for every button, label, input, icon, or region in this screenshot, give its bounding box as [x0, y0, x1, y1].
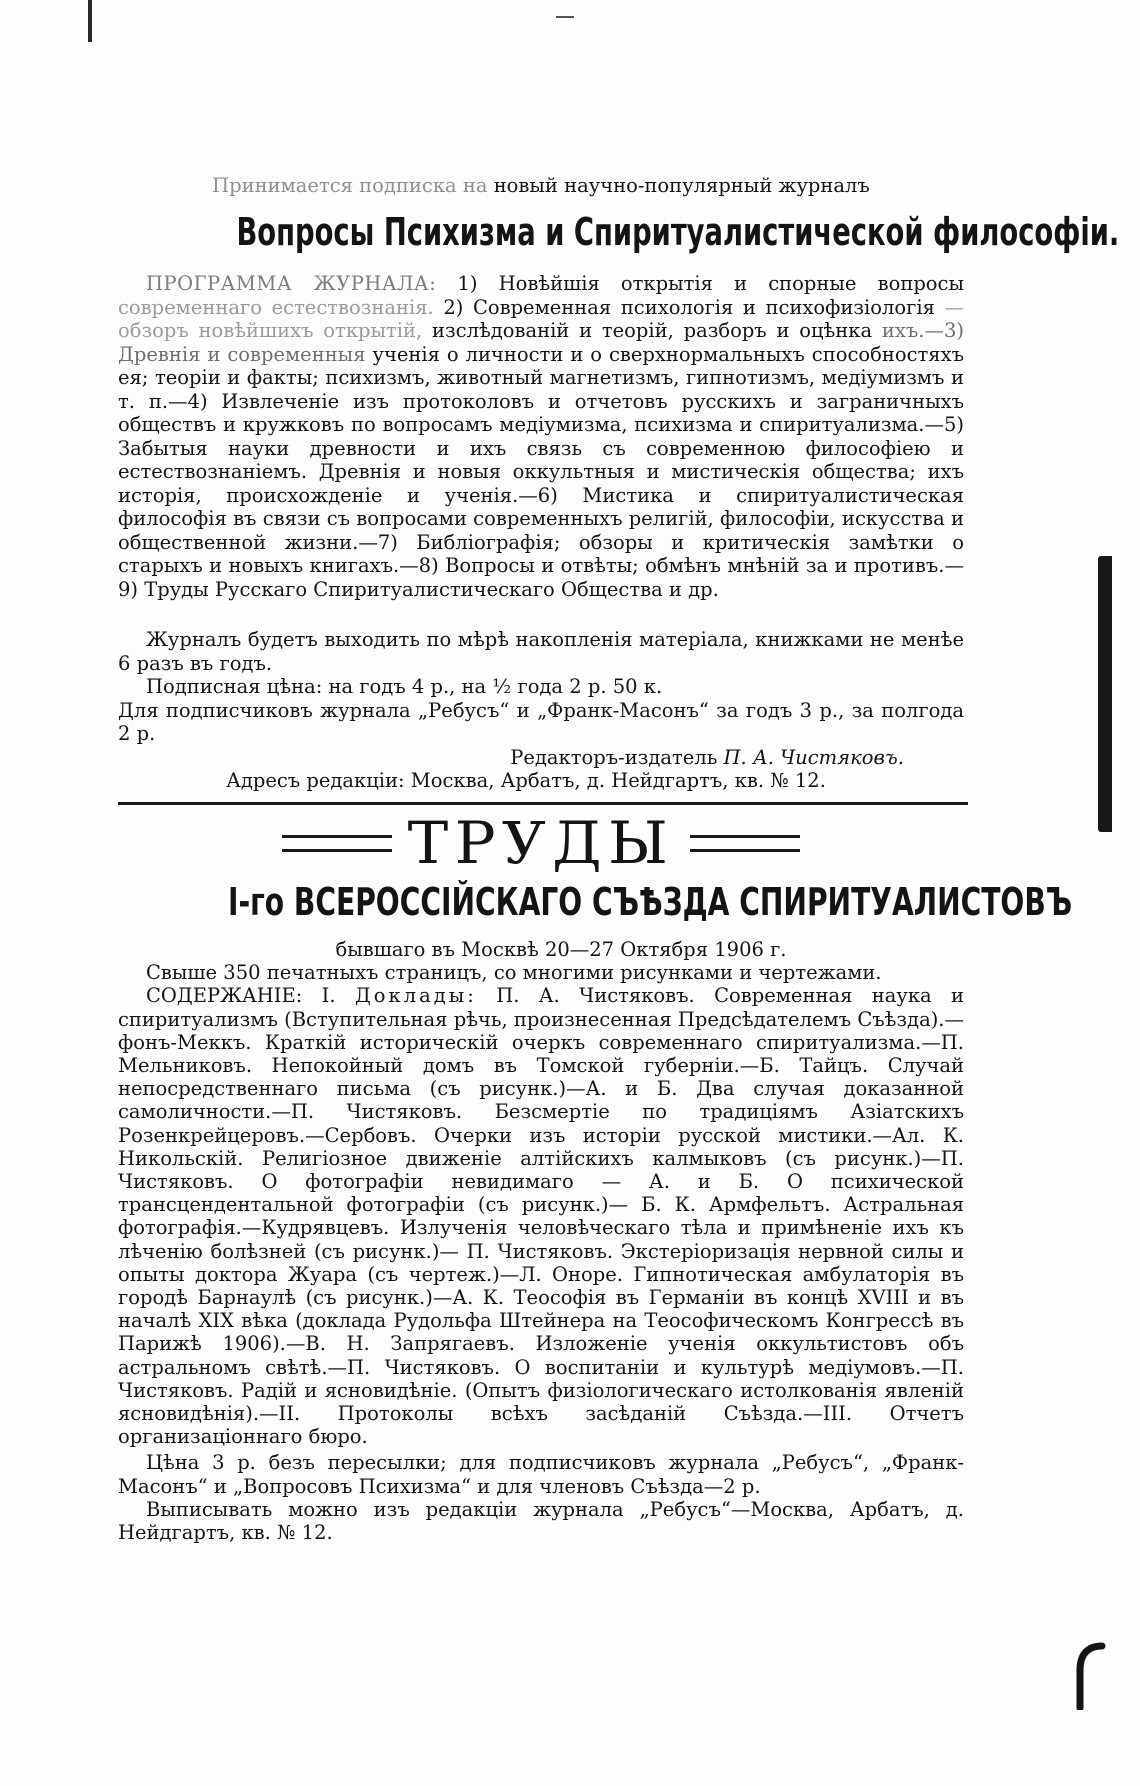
table-of-contents — [118, 984, 964, 1448]
contents-label: СОДЕРЖАНІЕ: I. — [146, 984, 336, 1008]
book-extent: Свыше 350 печатныхъ страницъ, со многими рисунками и чертежами. — [146, 961, 882, 985]
program-heading: ПРОГРАММА ЖУРНАЛА: — [146, 272, 437, 295]
proceedings-heading — [118, 810, 964, 876]
journal-title: Вопросы Психизма и Спиритуалистической философіи. — [236, 210, 1120, 254]
program-item-2: 2) Современная психологія и психофизіологія — [443, 295, 935, 319]
program-items-rest: ученія о личности и о сверхнормальныхъ способностяхъ ея; теоріи и факты; психизмъ, животный магнетизмъ, гипнотизмъ, медіумизмъ и т. п.—4) Извлеченіе изъ протоколовъ и отчетовъ русскихъ и заграничныхъ обществъ и кружковъ по вопросамъ медіумизма, психизма и спиритуализма.—5) Забытыя науки древности и ихъ связь съ современною философіею и естествознаніемъ. Древнія и новыя оккультныя и мистическія общества; ихъ исторія, происхожденіе и ученія.—6) Мистика и спиритуалистическая философія въ связи съ вопросами современныхъ религій, философіи, искусства и общественной жизни.—7) Библіографія; обзоры и критическія замѣтки о старыхъ и новыхъ книгахъ.—8) Вопросы и отвѣты; обмѣнъ мнѣній за и противъ.—9) Труды Русскаго Спиритуалистическаго Общества и др. — [118, 342, 964, 601]
scan-dash-mark — [556, 16, 574, 18]
editor-line — [118, 746, 964, 770]
heading-rule-left — [282, 835, 392, 852]
ad1-lead-faint: Принимается подписка на — [212, 174, 488, 197]
ad1-lead-rest: новый научно-популярный журналъ — [493, 174, 870, 197]
proceedings-body — [118, 938, 964, 1544]
journal-terms — [118, 628, 964, 793]
subscriber-discount: Для подписчиковъ журнала „Ребусъ“ и „Франк-Масонъ“ за годъ 3 р., за полгода 2 р. — [118, 698, 964, 745]
editor-label: Редакторъ-издатель — [510, 745, 718, 769]
reports-label: Доклады: — [354, 984, 477, 1008]
program-item-1: 1) Новѣйшія открытія и спорные вопросы — [457, 272, 964, 295]
program-item-2-cont: —обзоръ новѣйшихъ открытій, — [118, 295, 965, 342]
book-price: Цѣна 3 р. безъ пересылки; для подписчиковъ журнала „Ребусъ“, „Франк-Масонъ“ и „Вопросовъ Психизма“ и для членовъ Съѣзда—2 р. — [118, 1451, 964, 1498]
program-paragraph — [118, 272, 964, 601]
contents-text: П. А. Чистяковъ. Современная наука и спиритуализмъ (Вступительная рѣчь, произнесенная Предсѣдателемъ Съѣзда).—фонъ-Меккъ. Краткій историческій очеркъ современнаго спиритуализма.—П. Мельниковъ. Непокойный домъ въ Томской губерніи.—Б. Тайцъ. Случай непосредственнаго письма (съ рисунк.)—А. и Б. Два случая доказанной самоличности.—П. Чистяковъ. Безсмертіе по традиціямъ Азіатскихъ Розенкрейцеровъ.—Сербовъ. Очерки изъ исторіи русской мистики.—Ал. К. Никольскій. Религіозное движеніе алтійскихъ калмыковъ (съ рисунк.)—П. Чистяковъ. О фотографіи невидимаго — А. и Б. О психической трансцендентальной фотографіи (съ рисунк.)— Б. К. Армфельтъ. Астральная фотографія.—Кудрявцевъ. Излученія человѣческаго тѣла и примѣненіе ихъ къ лѣченію болѣзней (съ рисунк.)— П. Чистяковъ. Экстеріоризація нервной силы и опыты доктора Жуара (съ чертеж.)—Л. Оноре. Гипнотическая амбулаторія въ городѣ Барнаулѣ (съ рисунк.)—А. К. Теософія въ Германіи въ концѣ XVIII и въ началѣ XIX вѣка (доклада Рудольфа Штейнера на Теософическомъ Конгрессѣ въ Парижѣ 1906).—В. Н. Запрягаевъ. Изложеніе ученія оккультистовъ объ астральномъ свѣтѣ.—П. Чистяковъ. О воспитаніи и культурѣ медіумовъ.—П. Чистяковъ. Радій и ясновидѣніе. (Опытъ физіологическаго истолкованія явленій ясновидѣнія).—II. Протоколы всѣхъ засѣданій Съѣзда.—III. Отчетъ организаціоннаго бюро. — [118, 984, 965, 1449]
ad1-lead-line — [118, 174, 964, 197]
congress-title: I-го ВСЕРОССІЙСКАГО СЪѢЗДА СПИРИТУАЛИСТОВЪ — [227, 880, 1073, 924]
journal-program — [118, 272, 964, 601]
order-info: Выписывать можно изъ редакціи журнала „Ребусъ“—Москва, Арбатъ, д. Нейдгартъ, кв. № 12. — [118, 1497, 964, 1545]
congress-date: бывшаго въ Москвѣ 20—27 Октября 1906 г. — [335, 938, 787, 961]
scan-edge-bar — [1098, 556, 1112, 832]
program-item-3: ихъ.—3) Древнія и современныя — [118, 319, 964, 366]
heading-rule-right — [690, 835, 800, 852]
subscription-price: Подписная цѣна: на годъ 4 р., на ½ года 2 р. 50 к. — [146, 675, 663, 698]
proceedings-title: ТРУДЫ — [407, 809, 675, 877]
section-divider — [118, 802, 968, 805]
scan-edge-mark — [88, 0, 92, 42]
program-item-1-cont: современнаго естествознанія. — [118, 295, 434, 319]
program-item-2-end: изслѣдованій и теорій, разборъ и оцѣнка — [432, 319, 873, 342]
corner-bracket-mark — [1072, 1640, 1106, 1710]
publication-schedule: Журналъ будетъ выходить по мѣрѣ накопленія матеріала, книжками не менѣе 6 разъ въ годъ. — [118, 628, 964, 675]
editorial-address: Адресъ редакціи: Москва, Арбатъ, д. Нейдгартъ, кв. № 12. — [226, 769, 826, 792]
editor-name: П. А. Чистяковъ. — [723, 745, 904, 769]
